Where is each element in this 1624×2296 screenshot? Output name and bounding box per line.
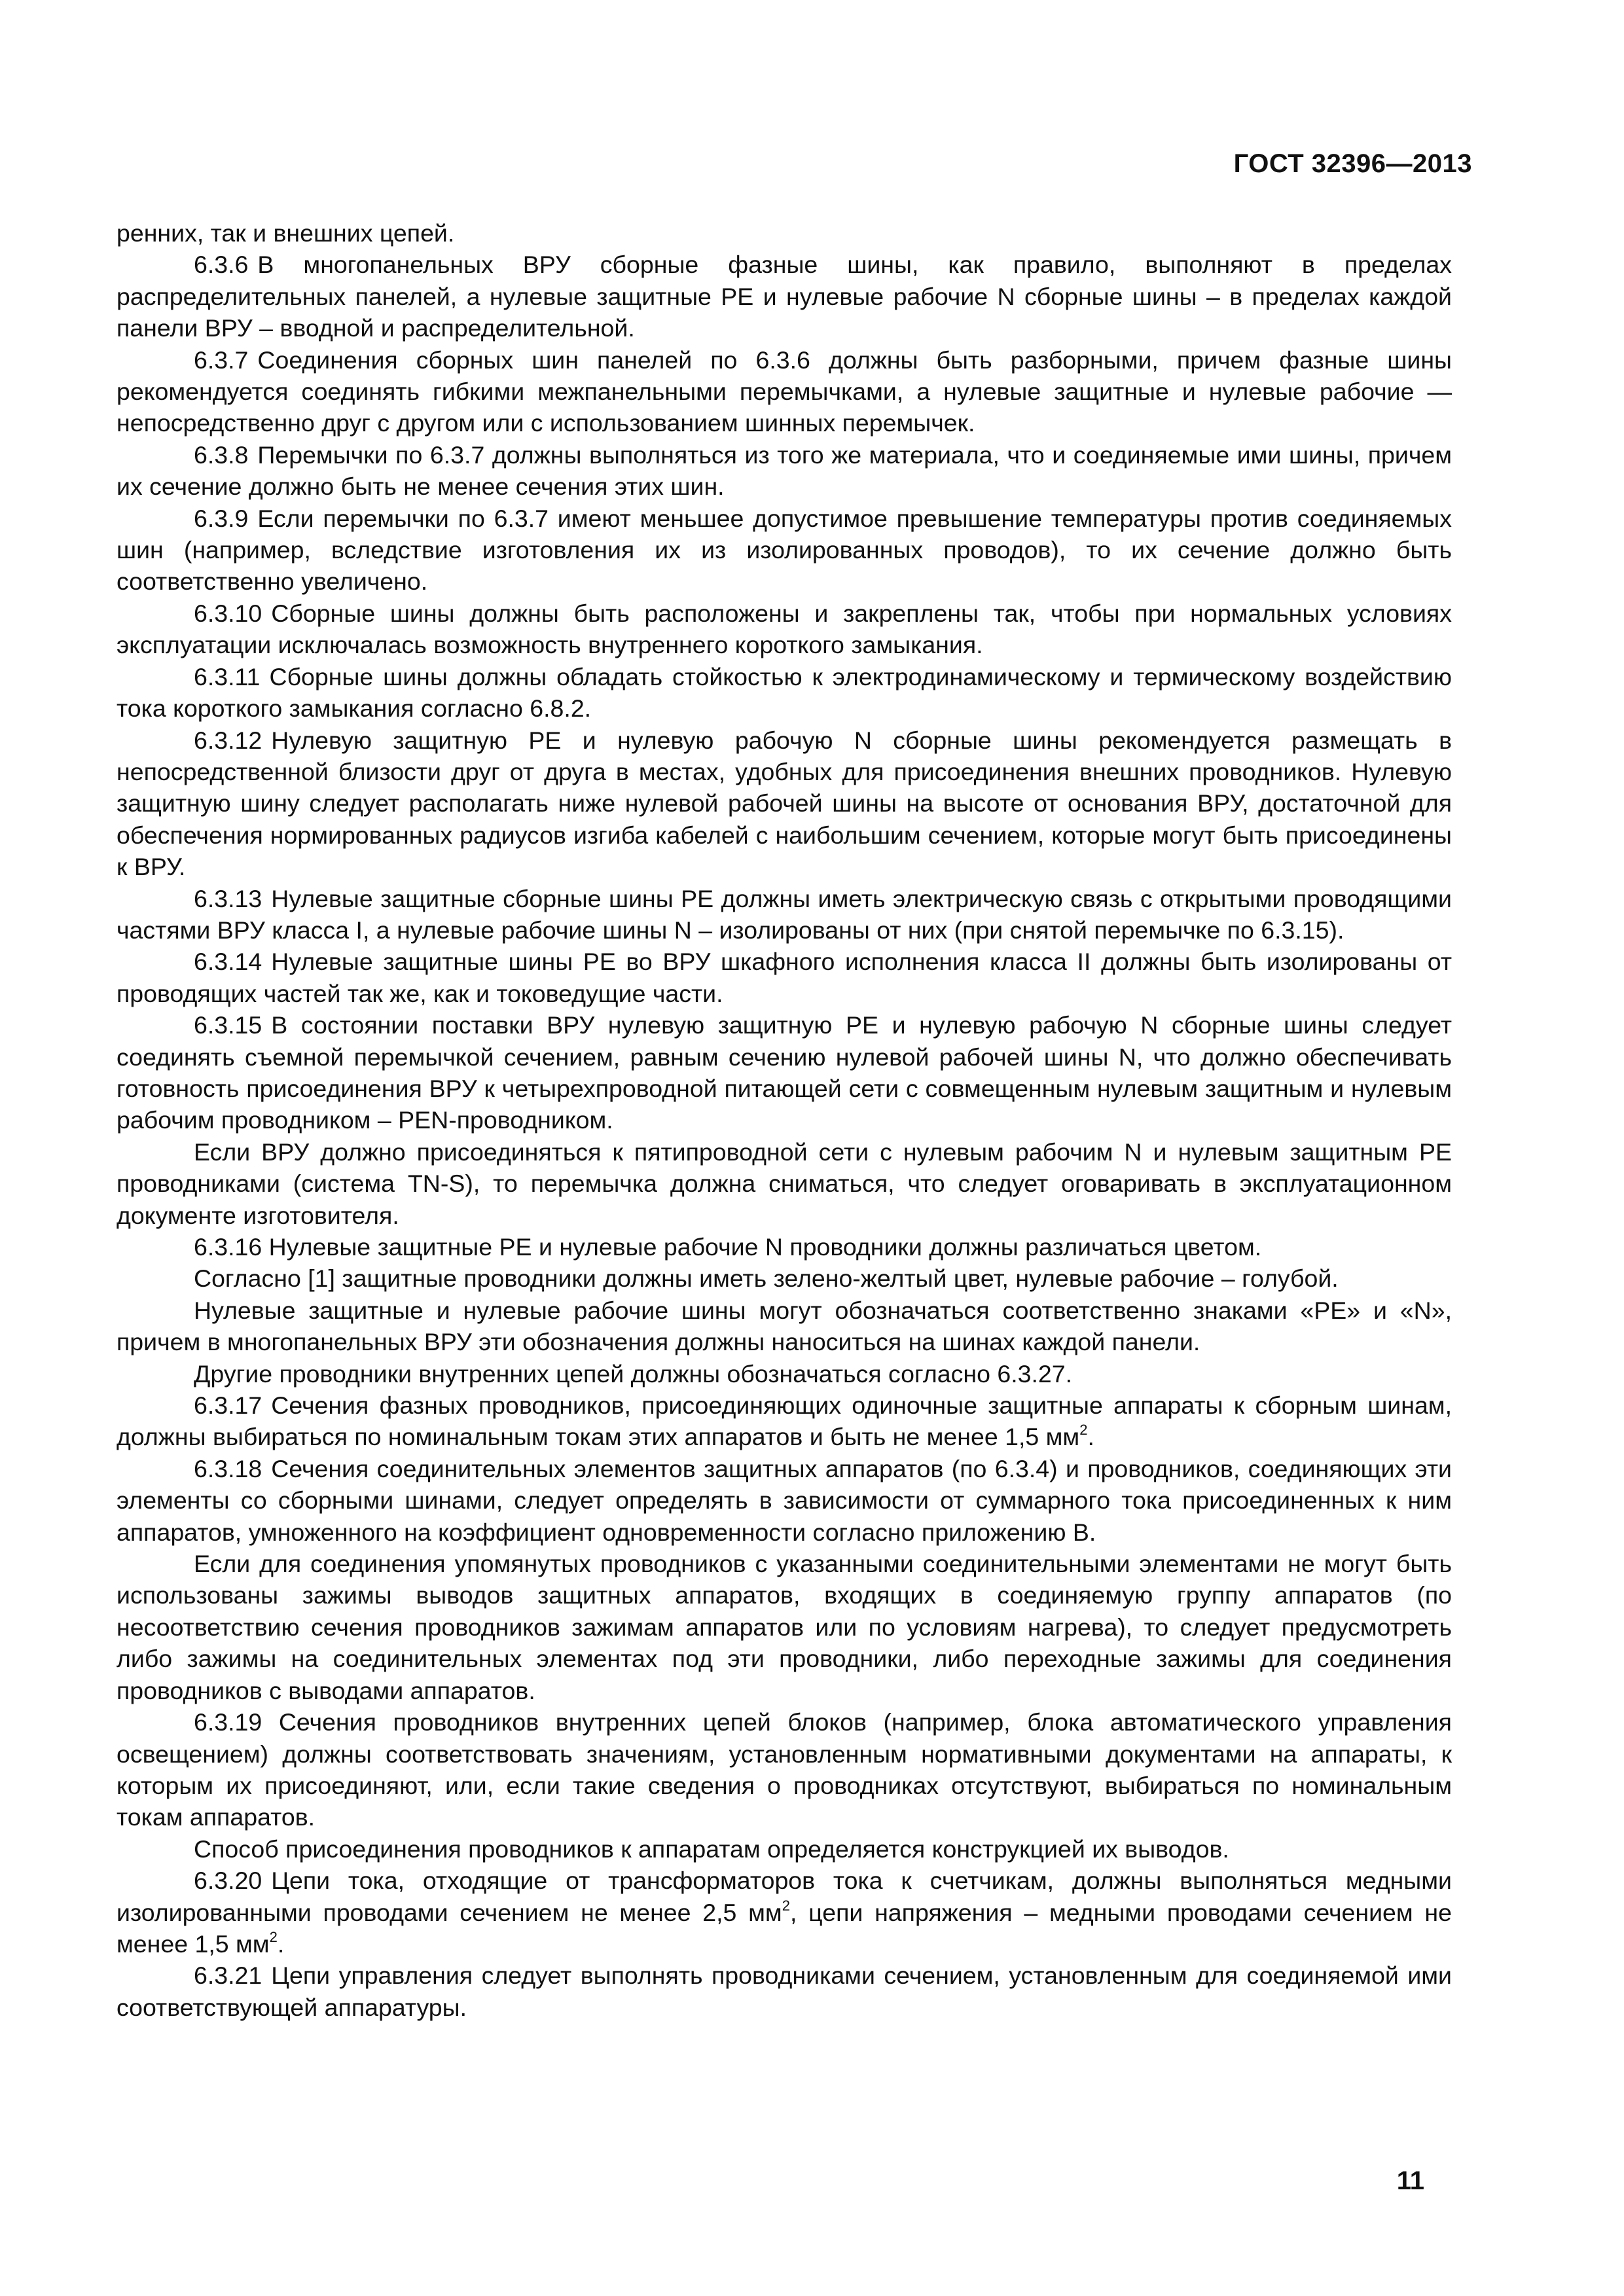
clause-6-3-12 xyxy=(117,725,1452,883)
paragraph-text: Согласно [1] защитные проводники должны иметь зелено-желтый цвет, нулевые рабочие – голубой. xyxy=(194,1265,1339,1293)
clause-text: Перемычки по 6.3.7 должны выполняться из того же материала, что и соединяемые ими шины, причем их сечение должно быть не менее сечения этих шин. xyxy=(117,440,1452,501)
clause-6-3-13 xyxy=(117,883,1452,946)
clause-6-3-8 xyxy=(117,439,1452,503)
paragraph xyxy=(117,1358,1452,1390)
clause-text-end: . xyxy=(1087,1423,1094,1451)
clause-text: Сечения соединительных элементов защитных аппаратов (по 6.3.4) и проводников, соединяющих эти элементы со сборными шинами, следует определять в зависимости от суммарного тока присоединенных к ним аппаратов, умноженного на коэффициент одновременности согласно приложению В. xyxy=(117,1454,1452,1546)
document-body xyxy=(117,217,1452,2023)
clause-number: 6.3.14 xyxy=(194,948,262,976)
clause-6-3-19 xyxy=(117,1706,1452,1833)
clause-6-3-14 xyxy=(117,946,1452,1009)
clause-text: Соединения сборных шин панелей по 6.3.6 должны быть разборными, причем фазные шины рекомендуется соединять гибкими межпанельными перемычками, а нулевые защитные и нулевые рабочие — непосредственно друг с другом или с использованием шинных перемычек. xyxy=(117,346,1452,437)
clause-text: Цепи управления следует выполнять проводниками сечением, установленным для соединяемой ими соответствующей аппаратуры. xyxy=(117,1962,1452,2021)
paragraph xyxy=(117,1136,1452,1231)
clause-6-3-20 xyxy=(117,1865,1452,1960)
paragraph-text: Если ВРУ должно присоединяться к пятипроводной сети с нулевым рабочим N и нулевым защитным РЕ проводниками (система TN-S), то перемычка должна сниматься, что следует оговаривать в эксплуатационном документе изготовителя. xyxy=(117,1138,1452,1229)
clause-6-3-18 xyxy=(117,1453,1452,1548)
superscript: 2 xyxy=(782,1897,790,1914)
clause-6-3-6 xyxy=(117,249,1452,344)
clause-number: 6.3.10 xyxy=(194,599,262,627)
clause-number: 6.3.18 xyxy=(194,1454,262,1482)
paragraph xyxy=(117,217,1452,249)
clause-text: Сборные шины должны быть расположены и закреплены так, чтобы при нормальных условиях эксплуатации исключалась возможность внутреннего короткого замыкания. xyxy=(117,599,1452,659)
clause-number: 6.3.7 xyxy=(194,346,249,374)
clause-6-3-9 xyxy=(117,503,1452,598)
paragraph-text: Способ присоединения проводников к аппаратам определяется конструкцией их выводов. xyxy=(194,1835,1229,1863)
clause-6-3-15 xyxy=(117,1009,1452,1136)
clause-number: 6.3.17 xyxy=(194,1391,262,1420)
clause-number: 6.3.8 xyxy=(194,440,249,469)
clause-text: Сечения фазных проводников, присоединяющих одиночные защитные аппараты к сборным шинам, должны выбираться по номинальным токам этих аппаратов и быть не менее 1,5 мм xyxy=(117,1391,1452,1451)
clause-text-end: . xyxy=(277,1929,285,1958)
paragraph xyxy=(117,1548,1452,1706)
clause-6-3-21 xyxy=(117,1960,1452,2023)
clause-text: Нулевые защитные шины РЕ во ВРУ шкафного исполнения класса II должны быть изолированы от проводящих частей так же, как и токоведущие части. xyxy=(117,948,1452,1007)
clause-6-3-11 xyxy=(117,661,1452,725)
standard-designation: ГОСТ 32396—2013 xyxy=(1233,149,1472,178)
clause-number: 6.3.6 xyxy=(194,251,249,279)
paragraph xyxy=(117,1833,1452,1865)
paragraph-text: Нулевые защитные и нулевые рабочие шины могут обозначаться соответственно знаками «РЕ» и «N», причем в многопанельных ВРУ эти обозначения должны наноситься на шинах каждой панели. xyxy=(117,1296,1452,1356)
clause-text: В состоянии поставки ВРУ нулевую защитную РЕ и нулевую рабочую N сборные шины следует соединять съемной перемычкой сечением, равным сечению нулевой рабочей шины N, что должно обеспечивать готовность присоединения ВРУ к четырехпроводной питающей сети с совмещенным нулевым защитным и нулевым рабочим проводником – PEN-проводником. xyxy=(117,1011,1452,1134)
superscript: 2 xyxy=(269,1928,278,1945)
clause-text: , цепи напряжения – медными проводами сечением не менее 1,5 мм xyxy=(117,1898,1452,1958)
paragraph-text: Если для соединения упомянутых проводников с указанными соединительными элементами не могут быть использованы зажимы выводов защитных аппаратов, входящих в соединяемую группу аппаратов (по несоответствию сечения проводников зажимам аппаратов или по условиям нагрева), то следует предусмотреть либо зажимы на соединительных элементах под эти проводники, либо переходные зажимы для соединения проводников с выводами аппаратов. xyxy=(117,1550,1452,1704)
clause-text: Цепи тока, отходящие от трансформаторов тока к счетчикам, должны выполняться медными изолированными проводами сечением не менее 2,5 мм xyxy=(117,1867,1452,1926)
paragraph-text: Другие проводники внутренних цепей должны обозначаться согласно 6.3.27. xyxy=(194,1359,1073,1388)
clause-6-3-17 xyxy=(117,1390,1452,1453)
clause-text: Нулевую защитную РЕ и нулевую рабочую N сборные шины рекомендуется размещать в непосредственной близости друг от друга в местах, удобных для присоединения внешних проводников. Нулевую защитную шину следует располагать ниже нулевой рабочей шины на высоте от основания ВРУ, достаточной для обеспечения нормированных радиусов изгиба кабелей с наибольшим сечением, которые могут быть присоединены к ВРУ. xyxy=(117,726,1452,881)
clause-text: 6.3.16 Нулевые защитные РЕ и нулевые рабочие N проводники должны различаться цветом. xyxy=(194,1233,1262,1261)
paragraph xyxy=(117,1263,1452,1294)
paragraph xyxy=(117,1295,1452,1358)
paragraph-text: ренних, так и внешних цепей. xyxy=(117,219,455,247)
clause-number: 6.3.21 xyxy=(194,1962,262,1990)
clause-text: Если перемычки по 6.3.7 имеют меньшее допустимое превышение температуры против соединяемых шин (например, вследствие изготовления их из изолированных проводов), то их сечение должно быть соответственно увеличено. xyxy=(117,504,1452,596)
clause-number: 6.3.9 xyxy=(194,504,249,532)
clause-text: Нулевые защитные сборные шины РЕ должны иметь электрическую связь с открытыми проводящими частями ВРУ класса I, а нулевые рабочие шины N – изолированы от них (при снятой перемычке по 6.3.15). xyxy=(117,884,1452,944)
clause-number: 6.3.12 xyxy=(194,726,262,754)
superscript: 2 xyxy=(1079,1422,1088,1439)
clause-number: 6.3.15 xyxy=(194,1011,262,1039)
clause-number: 6.3.20 xyxy=(194,1867,262,1895)
clause-text: В многопанельных ВРУ сборные фазные шины, как правило, выполняют в пределах распределительных панелей, а нулевые защитные РЕ и нулевые рабочие N сборные шины – в пределах каждой панели ВРУ – вводной и распределительной. xyxy=(117,251,1452,342)
clause-number: 6.3.11 xyxy=(194,662,261,691)
clause-text: 6.3.19 Сечения проводников внутренних цепей блоков (например, блока автоматического управления освещением) должны соответствовать значениям, установленным нормативными документами на аппараты, к которым их присоединяют, или, если такие сведения о проводниках отсутствуют, выбираться по номинальным токам аппаратов. xyxy=(117,1708,1452,1831)
clause-6-3-16 xyxy=(117,1231,1452,1263)
clause-number: 6.3.13 xyxy=(194,884,262,912)
page-number: 11 xyxy=(1396,2166,1424,2195)
clause-6-3-7 xyxy=(117,344,1452,439)
clause-text: Сборные шины должны обладать стойкостью к электродинамическому и термическому воздействию тока короткого замыкания согласно 6.8.2. xyxy=(117,662,1452,723)
clause-6-3-10 xyxy=(117,598,1452,661)
